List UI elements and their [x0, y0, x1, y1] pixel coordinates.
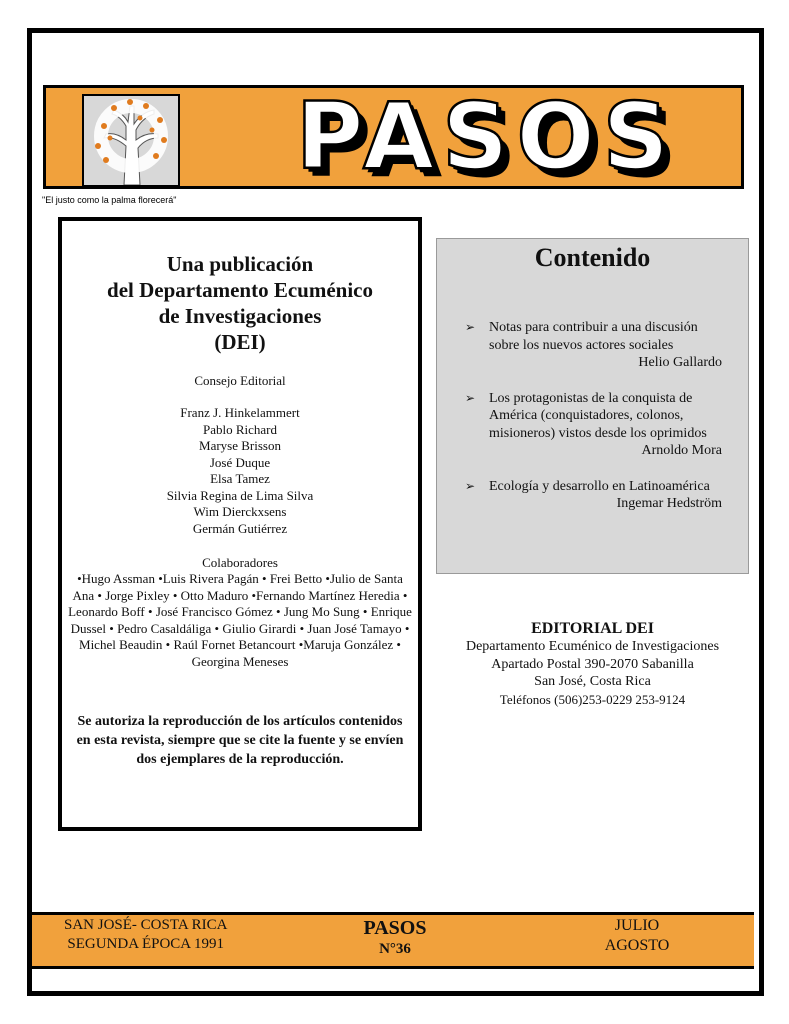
- editor-name: José Duque: [209, 454, 271, 470]
- publisher-postal-address: Apartado Postal 390-2070 Sabanilla: [491, 656, 694, 672]
- arrow-bullet-icon: ➢: [465, 320, 476, 334]
- publisher-phones: Teléfonos (506)253-0229 253-9124: [499, 691, 686, 707]
- motto: "El justo como la palma florecerá": [42, 195, 177, 205]
- footer-date: JULIO AGOSTO: [604, 917, 670, 954]
- contents-title: Contenido: [534, 243, 651, 272]
- publisher-city: San José, Costa Rica: [534, 674, 651, 689]
- tree-logo-icon: [82, 94, 180, 187]
- editor-name: Wim Dierckxsens: [193, 504, 287, 519]
- editorial-board-heading: Consejo Editorial: [194, 373, 286, 388]
- header-banner: [43, 85, 744, 189]
- article-title: Los protagonistas de la conquista de América (conquistadores, colonos, misioneros) vistos desde los oprimidos: [489, 390, 707, 441]
- reproduction-notice: Se autoriza la reproducción de los artículos contenidos en esta revista, siempre que se cite la fuente y se envíen dos ejemplares de la reproducción.: [76, 714, 404, 767]
- editor-name: Silvia Regina de Lima Silva: [166, 487, 314, 503]
- footer-location: SAN JOSÉ- COSTA RICA SEGUNDA ÉPOCA 1991: [64, 917, 228, 952]
- arrow-bullet-icon: ➢: [465, 390, 476, 405]
- article-author: Ingemar Hedström: [616, 496, 722, 511]
- footer-title: PASOS: [363, 917, 427, 939]
- editor-name: Maryse Brisson: [199, 438, 281, 453]
- collaborators-list: •Hugo Assman •Luis Rivera Pagán • Frei Betto •Julio de Santa Ana • Jorge Pixley • Otto Maduro •Fernando Martínez Heredia • Leonardo Boff • José Francisco Gómez • Jung Mo Sung • Enrique Dussel • Pedro Casaldáliga • Giulio Girardi • Juan José Tamayo • Michel Beaudin • Raúl Fornet Betancourt •Maruja González • Georgina Meneses: [68, 571, 412, 669]
- masthead-title: PASOS: [296, 83, 677, 190]
- list-item: [437, 319, 748, 372]
- editorial-board-list: [62, 405, 418, 537]
- article-title: Notas para contribuir a una discusión sobre los nuevos actores sociales: [489, 320, 698, 353]
- editor-name: Franz J. Hinkelammert: [180, 405, 300, 420]
- editor-name: Germán Gutiérrez: [192, 520, 288, 536]
- publisher-department: Departamento Ecuménico de Investigaciones: [465, 639, 720, 654]
- list-item: [437, 390, 748, 460]
- issue-number: N°36: [379, 941, 411, 957]
- editor-name: Elsa Tamez: [210, 471, 270, 486]
- article-author: Arnoldo Mora: [641, 443, 722, 458]
- contents-box: [436, 238, 749, 574]
- collaborators-heading: Colaboradores: [202, 555, 278, 570]
- list-item: [437, 478, 748, 513]
- article-title: Ecología y desarrollo en Latinoamérica: [489, 478, 710, 494]
- publisher-name: EDITORIAL DEI: [531, 620, 654, 637]
- publication-info-box: [58, 217, 422, 831]
- article-author: Helio Gallardo: [638, 355, 722, 370]
- publisher-info: [436, 619, 749, 708]
- footer-issue: [359, 917, 431, 959]
- arrow-bullet-icon: ➢: [465, 478, 476, 493]
- publication-title: Una publicación del Departamento Ecuménico de Investigaciones (DEI): [107, 252, 373, 354]
- editor-name: Pablo Richard: [202, 421, 277, 437]
- contents-list: [437, 319, 748, 513]
- footer-bar: [32, 912, 754, 969]
